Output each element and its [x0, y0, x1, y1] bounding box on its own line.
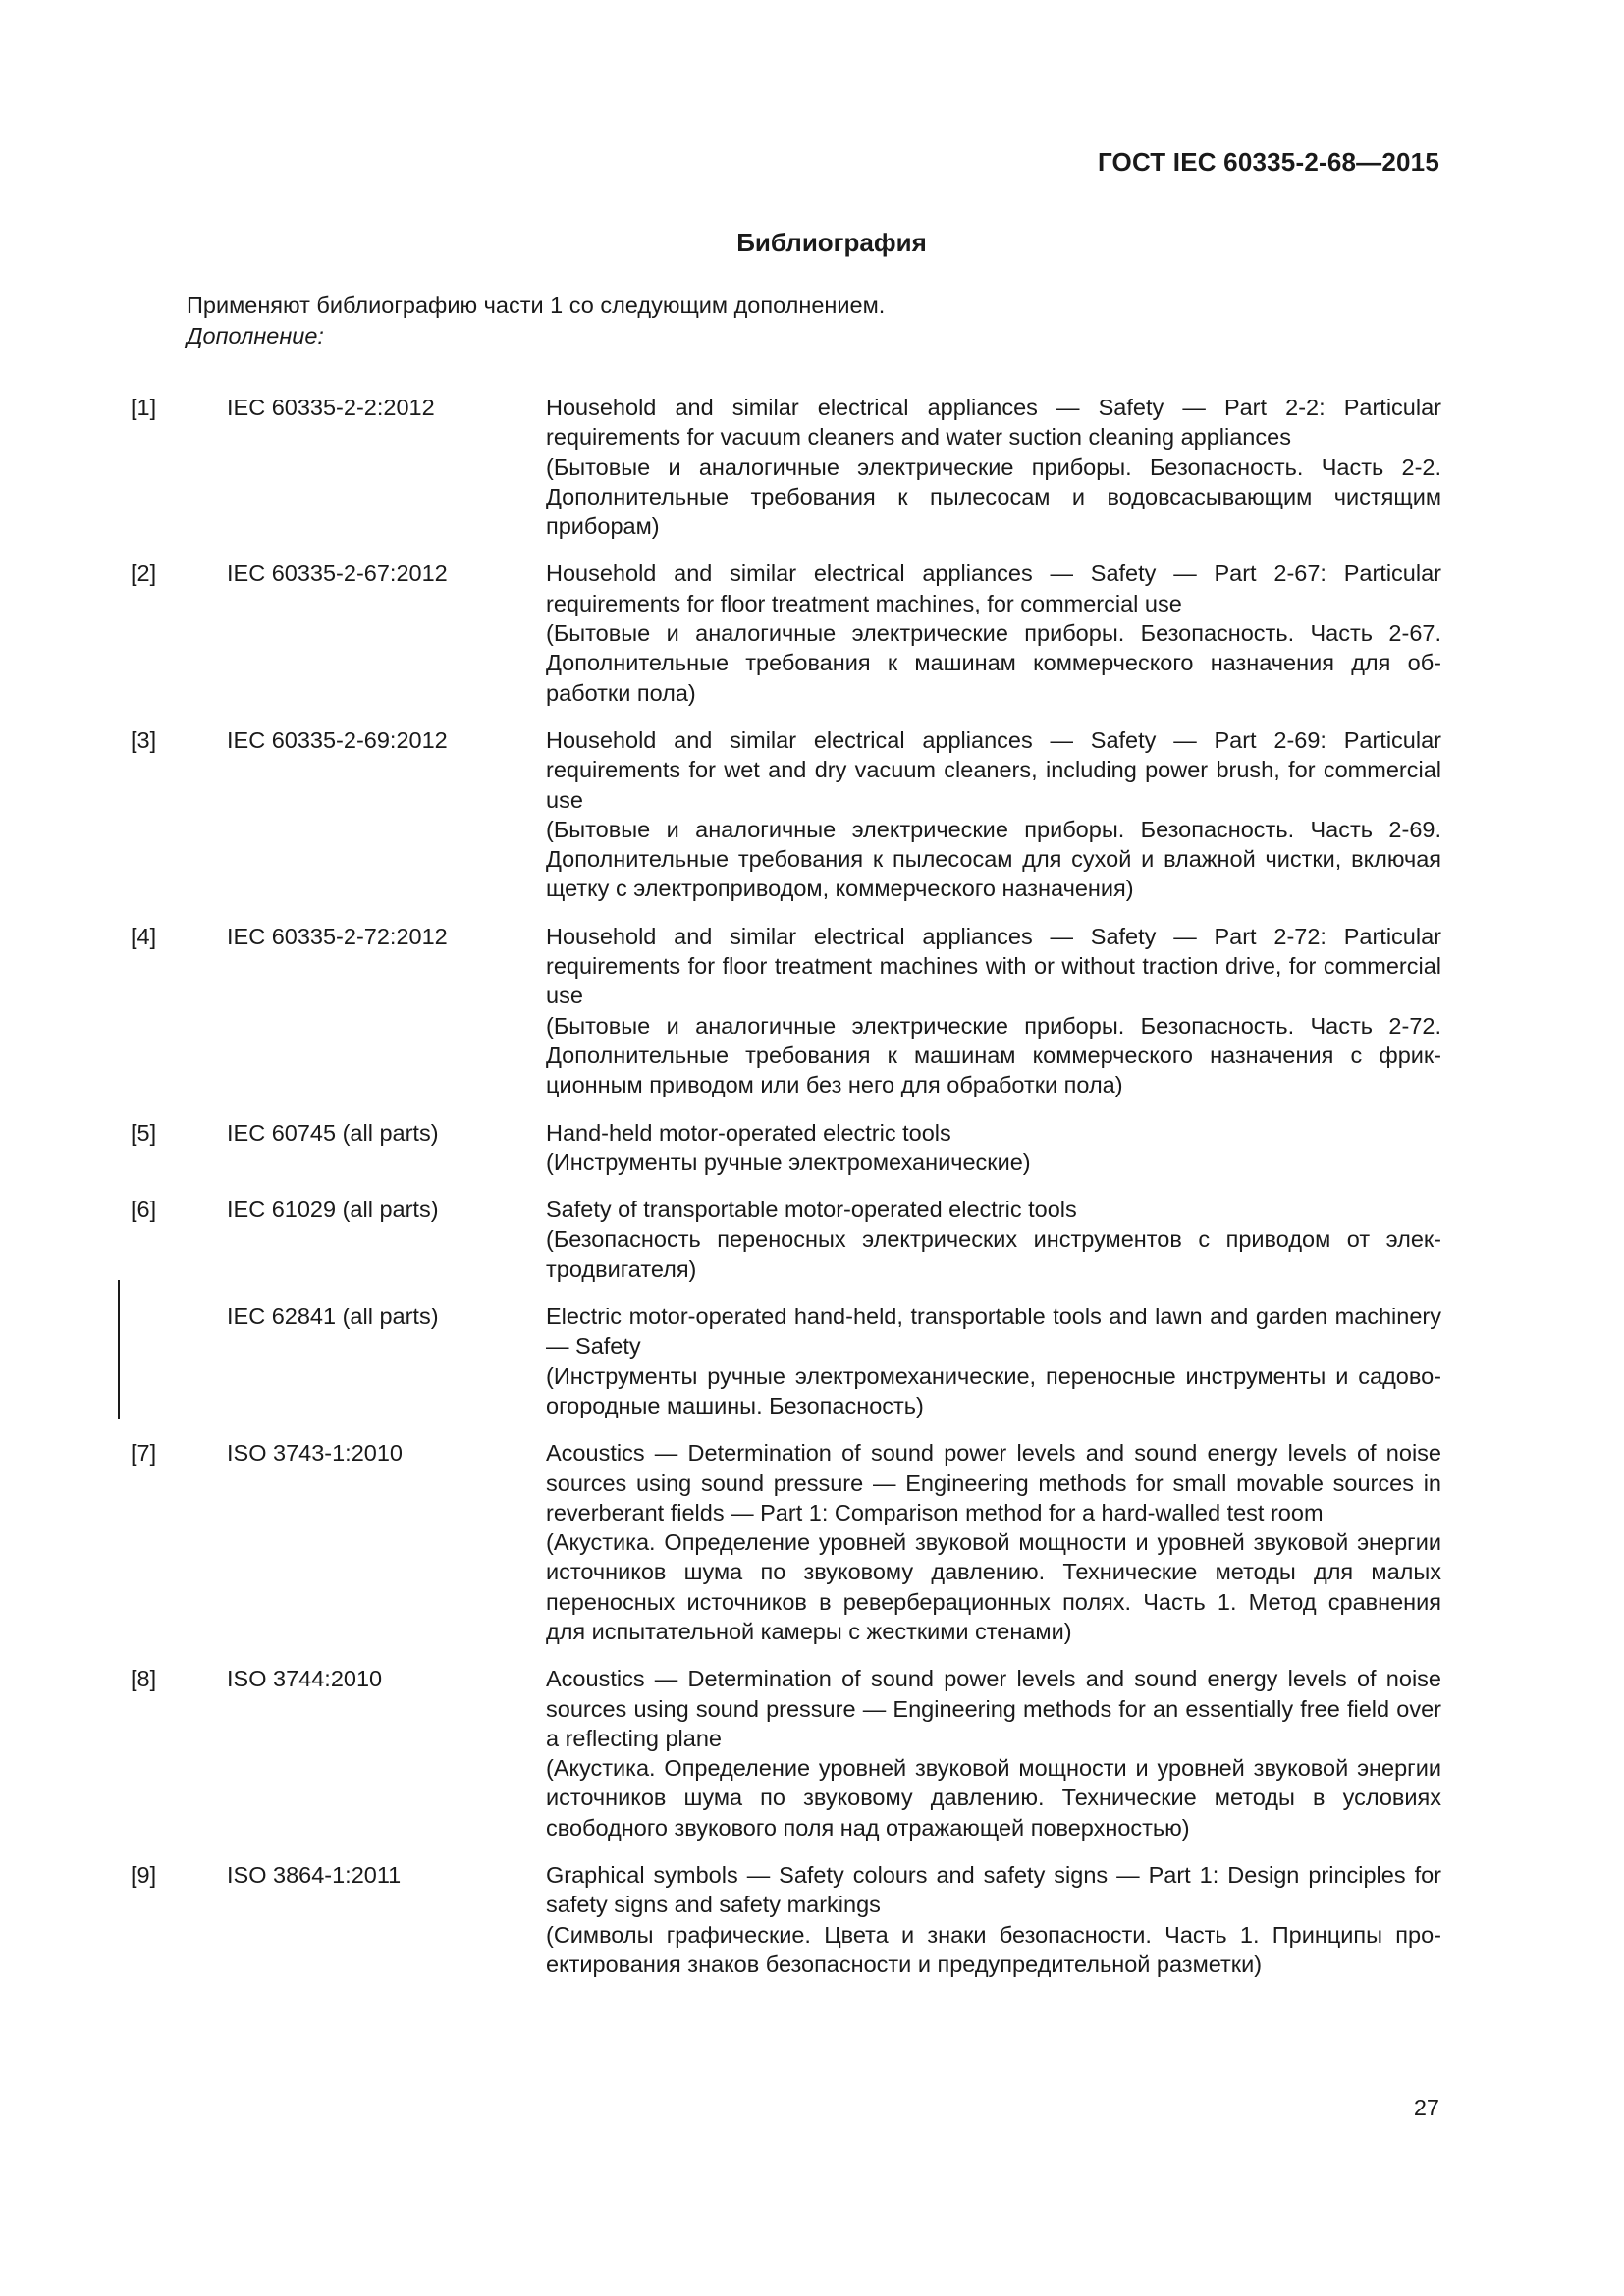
- entry-title-en: Household and similar electrical appliances — Safety — Part 2-2: Particular requirements for vacuum cleaners and water suction cleaning appliances: [546, 395, 1441, 451]
- entry-reference: ISO 3864-1:2011: [227, 1862, 402, 1889]
- bibliography-entry: [131, 393, 1441, 541]
- entry-number: [7]: [131, 1440, 157, 1467]
- entry-title-ru: (Бытовые и аналогичные электрические приборы. Безопасность. Часть 2-69. Дополнительные требования к пылесосам для сухой и влажной чистки, включая щетку с электроприводом, коммерческого назначения): [546, 816, 1441, 902]
- entry-reference: ISO 3743-1:2010: [227, 1440, 403, 1467]
- bibliography-entry: [131, 725, 1441, 904]
- page-number: 27: [1413, 2095, 1439, 2120]
- bibliography-entry: [131, 1195, 1441, 1284]
- entry-reference: IEC 60335-2-72:2012: [227, 923, 448, 949]
- entry-number: [8]: [131, 1666, 157, 1692]
- entry-reference: IEC 60745 (all parts): [227, 1119, 439, 1146]
- entry-title: [546, 1664, 1441, 1842]
- entry-reference: IEC 60335-2-69:2012: [227, 726, 448, 753]
- bibliography-list: [131, 393, 1441, 1997]
- change-marker-bar: [118, 1280, 120, 1419]
- entry-number: [5]: [131, 1119, 157, 1146]
- entry-reference: IEC 60335-2-2:2012: [227, 395, 435, 420]
- entry-title-ru: (Инструменты ручные электромеханические, переносные инструменты и садово-огородные машины. Безопасность): [546, 1362, 1441, 1418]
- entry-reference: IEC 61029 (all parts): [227, 1197, 439, 1223]
- entry-title-en: Graphical symbols — Safety colours and safety signs — Part 1: Design principles for safety signs and safety markings: [546, 1862, 1441, 1918]
- intro-paragraph: [187, 291, 885, 351]
- entry-title-en: Hand-held motor-operated electric tools: [546, 1119, 951, 1146]
- entry-title: [546, 725, 1441, 904]
- entry-title-ru: (Инструменты ручные электромеханические): [546, 1148, 1031, 1175]
- entry-title: [546, 1118, 1441, 1178]
- entry-title-ru: (Символы графические. Цвета и знаки безопасности. Часть 1. Принципы проектирования знаков безопасности и предупредительной разметки): [546, 1921, 1441, 1977]
- entry-title-ru: (Безопасность переносных электрических инструментов с приводом от электродвигателя): [546, 1226, 1441, 1282]
- bibliography-entry: [131, 1302, 1441, 1420]
- bibliography-entry: [131, 1860, 1441, 1979]
- entry-title-ru: (Бытовые и аналогичные электрические приборы. Безопасность. Часть 2-72. Дополнительные требования к машинам коммерческого назначения с фрикционным приводом или без него для обработки пола): [546, 1012, 1441, 1098]
- bibliography-entry: [131, 559, 1441, 707]
- document-code: ГОСТ IEC 60335-2-68—2015: [1097, 147, 1439, 177]
- entry-reference: IEC 62841 (all parts): [227, 1304, 439, 1330]
- entry-title-en: Household and similar electrical appliances — Safety — Part 2-69: Particular requirements for wet and dry vacuum cleaners, including power brush, for commercial use: [546, 726, 1441, 813]
- bibliography-entry: [131, 922, 1441, 1100]
- entry-title: [546, 1195, 1441, 1284]
- entry-title-ru: (Бытовые и аналогичные электрические приборы. Безопасность. Часть 2-2. Дополнительные требования к пылесосам и водовсасывающим чистящим приборам): [546, 454, 1441, 540]
- entry-title-ru: (Акустика. Определение уровней звуковой мощности и уровней звуковой энергии источников шума по звуковому давлению. Технические методы для малых переносных источников в реверберационных полях. Часть 1. Метод сравнения для испытательной камеры с жесткими стенами): [546, 1529, 1441, 1644]
- entry-title-en: Acoustics — Determination of sound power levels and sound energy levels of noise sources using sound pressure — Engineering methods for an essentially free field over a reflecting plane: [546, 1666, 1441, 1751]
- entry-title-ru: (Акустика. Определение уровней звуковой мощности и уровней звуковой энергии источников шума по звуковому давлению. Технические методы в условиях свободного звукового поля над отражающей поверхностью): [546, 1755, 1441, 1841]
- section-title: Библиография: [736, 228, 927, 257]
- entry-title-en: Safety of transportable motor-operated electric tools: [546, 1197, 1077, 1223]
- addition-label: Дополнение:: [187, 323, 324, 348]
- entry-title: [546, 393, 1441, 541]
- entry-title: [546, 922, 1441, 1100]
- bibliography-entry: [131, 1664, 1441, 1842]
- entry-number: [9]: [131, 1862, 157, 1889]
- entry-title: [546, 1302, 1441, 1420]
- entry-title-en: Household and similar electrical appliances — Safety — Part 2-72: Particular requirements for floor treatment machines with or without traction drive, for commercial use: [546, 923, 1441, 1009]
- entry-number: [3]: [131, 726, 157, 753]
- intro-text: Применяют библиографию части 1 со следующим дополнением.: [187, 293, 886, 318]
- entry-reference: IEC 60335-2-67:2012: [227, 561, 448, 587]
- entry-number: [131, 1302, 227, 1420]
- bibliography-entry: [131, 1438, 1441, 1646]
- entry-title: [546, 1438, 1441, 1646]
- entry-title: [546, 1860, 1441, 1979]
- entry-title-en: Household and similar electrical appliances — Safety — Part 2-67: Particular requirements for floor treatment machines, for commercial use: [546, 561, 1441, 616]
- entry-number: [6]: [131, 1197, 157, 1223]
- entry-title: [546, 559, 1441, 707]
- entry-title-ru: (Бытовые и аналогичные электрические приборы. Безопасность. Часть 2-67. Дополнительные требования к машинам коммерческого назначения для обработки пола): [546, 620, 1441, 706]
- entry-number: [1]: [131, 395, 157, 420]
- entry-title-en: Acoustics — Determination of sound power levels and sound energy levels of noise sources using sound pressure — Engineering methods for small movable sources in reverberant fields — Part 1: Comparison method for a hard-walled test room: [546, 1440, 1441, 1525]
- entry-title-en: Electric motor-operated hand-held, transportable tools and lawn and garden machinery — Safety: [546, 1304, 1441, 1360]
- entry-number: [2]: [131, 561, 157, 587]
- entry-number: [4]: [131, 923, 157, 949]
- bibliography-entry: [131, 1118, 1441, 1178]
- entry-reference: ISO 3744:2010: [227, 1666, 383, 1692]
